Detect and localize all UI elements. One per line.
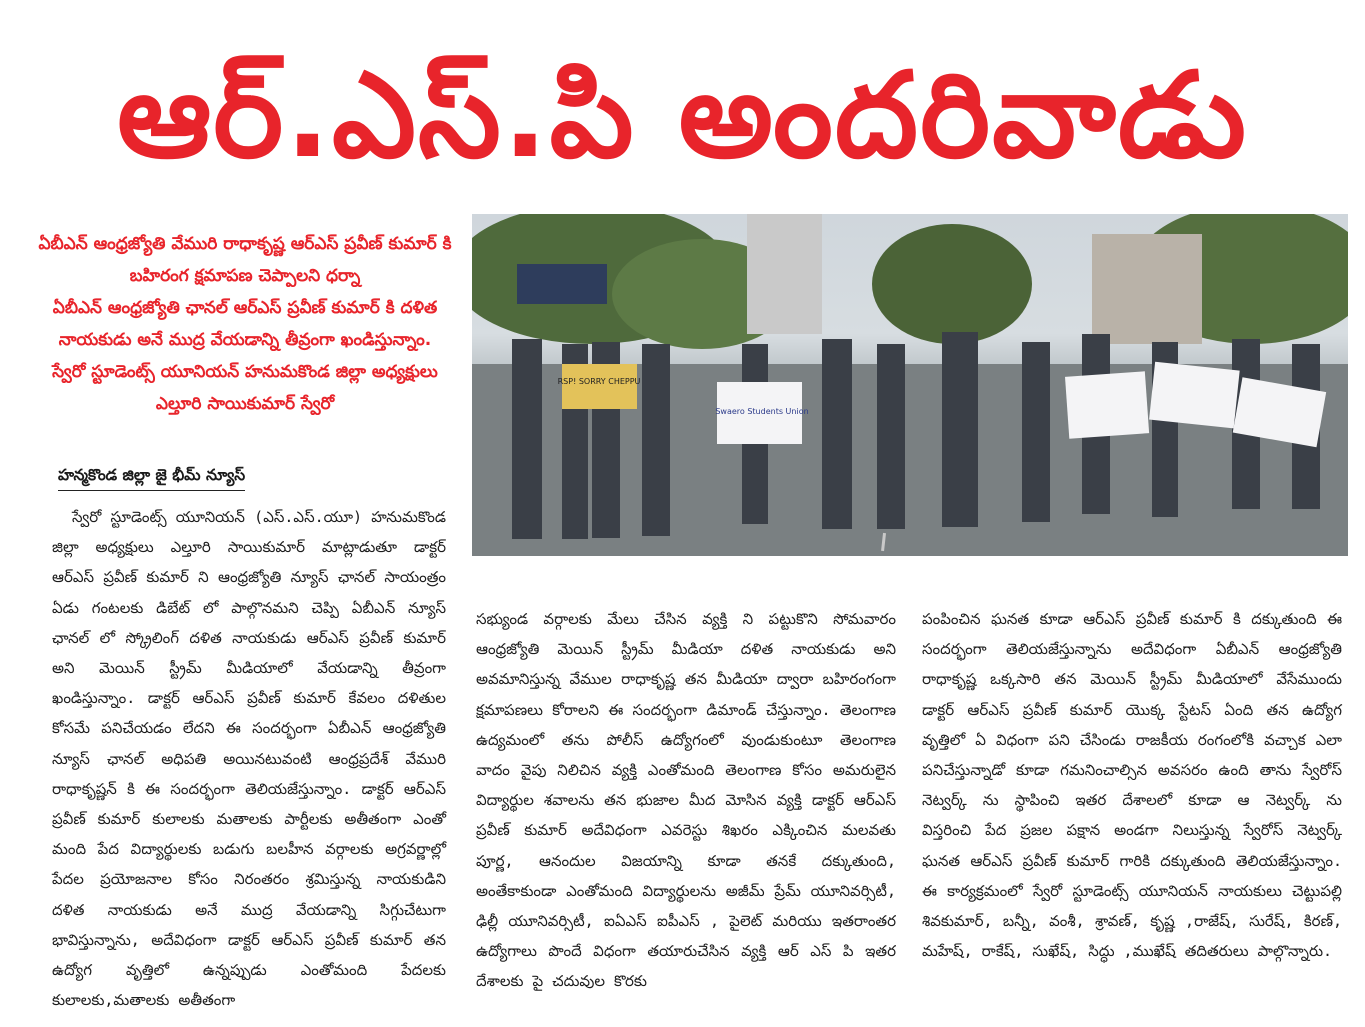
summary-line: ఏబీఎన్ ఆంధ్రజ్యోతి ఛానల్ ఆర్ఎస్ ప్రవీణ్ కుమార్ కి దళిత నాయకుడు అనే ముద్ర వేయడాన్ని తీవ్రంగా ఖండిస్తున్నాం. <box>52 298 438 350</box>
byline: హన్మకొండ జిల్లా జై భీమ్ న్యూస్ <box>58 466 245 491</box>
news-photo <box>472 214 1348 556</box>
banner-text: Swaero Students Union <box>715 407 809 416</box>
summary-box <box>30 228 460 420</box>
body-paragraph: స్వేరో స్టూడెంట్స్ యూనియన్ (ఎస్.ఎస్.యూ) హనుమకొండ జిల్లా అధ్యక్షులు ఎల్తూరి సాయికుమార్ మాట్లాడుతూ డాక్టర్ ఆర్ఎస్ ప్రవీణ్ కుమార్ ని ఆంధ్రజ్యోతి న్యూస్ ఛానల్ సాయంత్రం ఏడు గంటలకు డిబేట్ లో పాల్గొనమని చెప్పి ఏబీఎన్ న్యూస్ ఛానల్ లో స్క్రోలింగ్ దళిత నాయకుడు ఆర్ఎస్ ప్రవీణ్ కుమార్ అని మెయిన్ స్ట్రీమ్ మీడియాలో వేయడాన్ని తీవ్రంగా ఖండిస్తున్నాం. డాక్టర్ ఆర్ఎస్ ప్రవీణ్ కుమార్ కేవలం దళితుల కోసమే పనిచేయడం లేదని ఈ సందర్భంగా ఏబీఎన్ ఆంధ్రజ్యోతి న్యూస్ ఛానల్ అధిపతి అయినటువంటి ఆంధ్రప్రదేశ్ వేమురి రాధాకృష్ణన్ కి ఈ సందర్భంగా తెలియజేస్తున్నాం. డాక్టర్ ఆర్ఎస్ ప్రవీణ్ కుమార్ కులాలకు మతాలకు పార్టీలకు అతీతంగా ఎంతో మంది పేద విద్యార్థులకు బడుగు బలహీన వర్గాలకు అగ్రవర్ణాల్లో పేదల ప్రయోజనాల కోసం నిరంతరం శ్రమిస్తున్న నాయకుడిని దళిత నాయకుడు అనే ముద్ర వేయడాన్ని సిగ్గుచేటుగా భావిస్తున్నాను, అదేవిధంగా డాక్టర్ ఆర్ఎస్ ప్రవీణ్ కుమార్ తన ఉద్యోగ వృత్తిలో ఉన్నప్పుడు ఎంతోమంది పేదలకు కులాలకు,మతాలకు అతీతంగా <box>52 508 446 1010</box>
body-column-2 <box>476 604 896 997</box>
headline: ఆర్.ఎస్.పి అందరివాడు <box>117 46 1248 184</box>
summary-line: స్వేరో స్టూడెంట్స్ యూనియన్ హనుమకొండ జిల్లా అధ్యక్షులు ఎల్తూరి సాయికుమార్ స్వేరో <box>52 362 438 414</box>
summary-line: ఏబీఎన్ ఆంధ్రజ్యోతి వేమురి రాధాకృష్ణ ఆర్ఎస్ ప్రవీణ్ కుమార్ కి బహిరంగ క్షమాపణ చెప్పాలని ధర్నా <box>38 234 452 286</box>
placard-text: RSP! SORRY CHEPPU <box>557 377 641 386</box>
body-paragraph: పంపించిన ఘనత కూడా ఆర్ఎస్ ప్రవీణ్ కుమార్ కి దక్కుతుంది ఈ సందర్భంగా తెలియజేస్తున్నాను అదేవిధంగా ఏబీఎన్ ఆంధ్రజ్యోతి రాధాకృష్ణ ఒక్కసారి తన మెయిన్ స్ట్రీమ్ మీడియాలో వేసేముందు డాక్టర్ ఆర్ఎస్ ప్రవీణ్ కుమార్ యొక్క స్టేటస్ ఏంది తన ఉద్యోగ వృత్తిలో ఏ విధంగా పని చేసిండు రాజకీయ రంగంలోకి వచ్చాక ఎలా పనిచేస్తున్నాడో కూడా గమనించాల్సిన అవసరం ఉంది తాను స్వేరోస్ నెట్వర్క్ ను స్థాపించి ఇతర దేశాలలో కూడా ఆ నెట్వర్క్ ను విస్తరించి పేద ప్రజల పక్షాన అండగా నిలుస్తున్న స్వేరోస్ నెట్వర్క్ ఘనత ఆర్ఎస్ ప్రవీణ్ కుమార్ గారికి దక్కుతుంది తెలియజేస్తున్నాం. ఈ కార్యక్రమంలో స్వేరో స్టూడెంట్స్ యూనియన్ నాయకులు చెట్టుపల్లి శివకుమార్, బన్నీ, వంశీ, శ్రావణ్, కృష్ణ ,రాజేష్, సురేష్, కిరణ్, మహేష్, రాకేష్, సుఖేష్, సిద్ధు ,ముఖేష్ తదితరులు పాల్గొన్నారు. <box>922 610 1342 961</box>
body-paragraph: సభ్యుండ వర్గాలకు మేలు చేసిన వ్యక్తి ని పట్టుకొని సోమవారం ఆంధ్రజ్యోతి మెయిన్ స్ట్రీమ్ మీడియా దళిత నాయకుడు అని అవమానిస్తున్న వేముల రాధాకృష్ణ తన మీడియా ద్వారా బహిరంగంగా క్షమాపణలు కోరాలని ఈ సందర్భంగా డిమాండ్ చేస్తున్నాం. తెలంగాణ ఉద్యమంలో తను పోలీస్ ఉద్యోగంలో వుండుకుంటూ తెలంగాణ వాదం వైపు నిలిచిన వ్యక్తి ఎంతోమంది తెలంగాణ కోసం అమరులైన విద్యార్థుల శవాలను తన భుజాల మీద మోసిన వ్యక్తి డాక్టర్ ఆర్ఎస్ ప్రవీణ్ కుమార్ అదేవిధంగా ఎవరెస్టు శిఖరం ఎక్కించిన మలవతు పూర్ణ, ఆనందుల విజయాన్ని కూడా తనకే దక్కుతుంది, అంతేకాకుండా ఎంతోమంది విద్యార్థులను అజీమ్ ప్రేమ్ యూనివర్సిటీ, ఢిల్లీ యూనివర్సిటీ, ఐఏఎస్ ఐపీఎస్ , పైలెట్ మరియు ఇతరాంతర ఉద్యోగాలు పొందే విధంగా తయారుచేసిన వ్యక్తి ఆర్ ఎస్ పి ఇతర దేశాలకు పై చదువుల కొరకు <box>476 610 896 991</box>
body-column-1 <box>52 502 446 1015</box>
body-column-3 <box>922 604 1342 966</box>
protest-photo-illustration <box>472 214 1348 556</box>
